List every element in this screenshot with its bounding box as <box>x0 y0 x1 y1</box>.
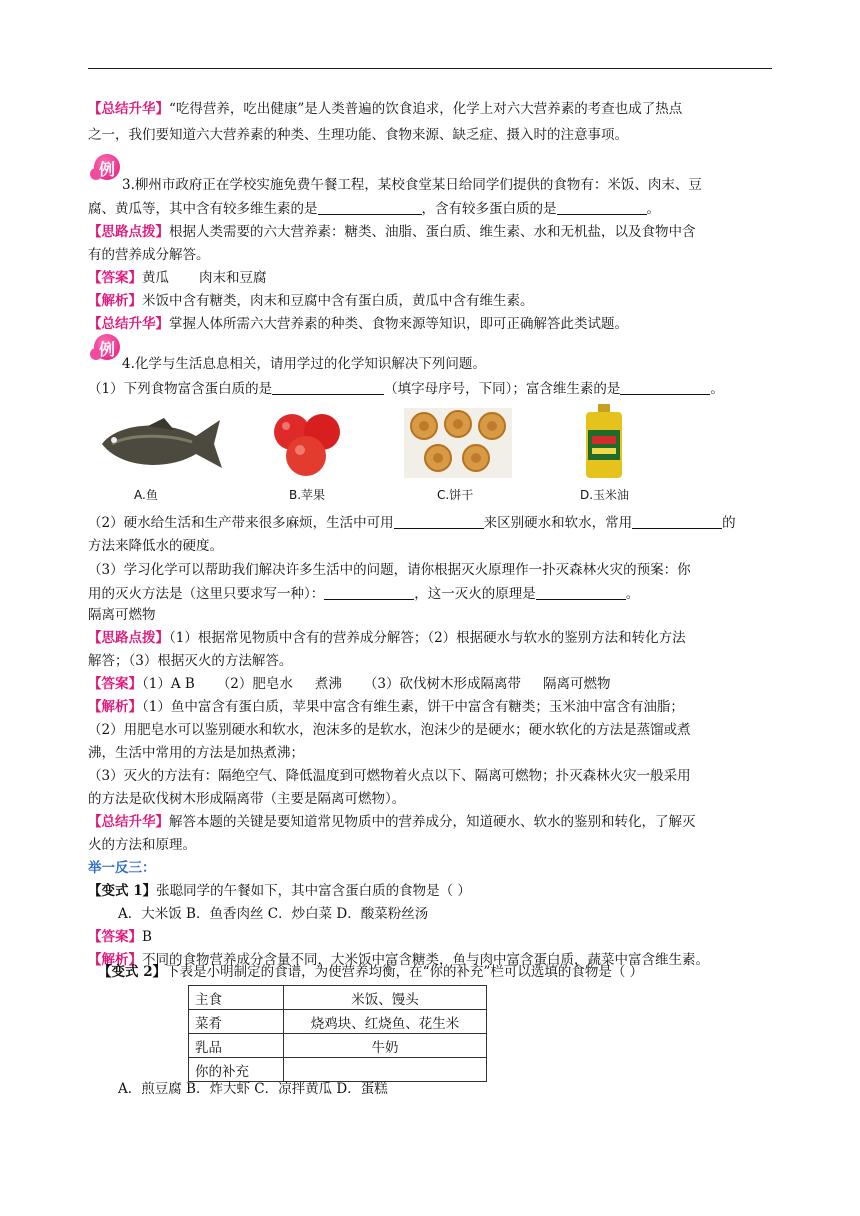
answer-blank[interactable] <box>318 200 422 215</box>
answer-blank[interactable] <box>557 200 647 215</box>
table-row: 你的补充 <box>189 1058 487 1082</box>
menu-table <box>188 985 487 1082</box>
table-row: 菜肴 烧鸡块、红烧鱼、花生米 <box>189 1010 487 1034</box>
answer-v1: 【答案】B <box>88 929 152 945</box>
answer-blank[interactable] <box>324 585 414 600</box>
summary-1-cont: 之一，我们要知道六大营养素的种类、生理功能、食物来源、缺乏症、摄入时的注意事项。 <box>88 127 628 143</box>
food-caption-d: D.玉米油 <box>580 488 630 502</box>
header-rule <box>88 68 772 69</box>
summary-3: 【总结升华】掌握人体所需六大营养素的种类、食物来源等知识，即可正确解答此类试题。 <box>88 316 628 332</box>
explain-4-line5: 的方法是砍伐树木形成隔离带（主要是隔离可燃物）。 <box>88 791 406 807</box>
summary-4: 【总结升华】解答本题的关键是要知道常见物质中的营养成分，知道硬水、软水的鉴别和转化，了解灭 <box>88 814 696 830</box>
answer-blank[interactable] <box>394 514 484 529</box>
question-4-part1: （1）下列食物富含蛋白质的是 （填字母序号，下同）；富含维生素的是 。 <box>88 381 724 397</box>
explain-4-line2: （2）用肥皂水可以鉴别硬水和软水，泡沫多的是软水，泡沫少的是硬水；硬水软化的方法是蒸馏或煮 <box>88 722 691 738</box>
example-badge-icon: 例 <box>94 154 122 182</box>
question-4-extra: 隔离可燃物 <box>88 607 156 623</box>
hint-4-cont: 解答；（3）根据灭火的方法解答。 <box>88 653 293 669</box>
hint-3: 【思路点拨】根据人类需要的六大营养素：糖类、油脂、蛋白质、维生素、水和无机盐，以及食物中含 <box>88 224 696 240</box>
answer-blank[interactable] <box>620 380 710 395</box>
explain-v1: 【解析】不同的食物营养成分含量不同，大米饭中富含糖类，鱼与肉中富含蛋白质，蔬菜中富含维生素。 <box>88 952 709 968</box>
hint-4: 【思路点拨】（1）根据常见物质中含有的营养成分解答；（2）根据硬水与软水的鉴别方法和转化方法 <box>88 630 686 646</box>
summary-4-cont: 火的方法和原理。 <box>88 837 196 853</box>
food-caption-c: C.饼干 <box>437 488 474 502</box>
practice-heading: 举一反三： <box>88 860 156 876</box>
table-row: 乳品 牛奶 <box>189 1034 487 1058</box>
explain-4: 【解析】（1）鱼中富含有蛋白质，苹果中富含有维生素，饼干中富含有糖类；玉米油中富含有油脂； <box>88 699 684 715</box>
question-4-part3-cont: 用的灭火方法是（这里只要求写一种）： ，这一灭火的原理是 。 <box>88 586 640 602</box>
food-caption-b: B.苹果 <box>289 488 326 502</box>
question-4-part2: （2）硬水给生活和生产带来很多麻烦，生活中可用 来区别硬水和软水，常用 的 <box>88 515 736 531</box>
example-badge-icon: 例 <box>94 334 122 362</box>
answer-blank[interactable] <box>632 514 722 529</box>
question-4-part2-cont: 方法来降低水的硬度。 <box>88 538 223 554</box>
food-caption-a: A.鱼 <box>134 488 158 502</box>
table-row: 主食 米饭、馒头 <box>189 986 487 1010</box>
hint-3-cont: 有的营养成分解答。 <box>88 247 210 263</box>
variant-1: 【变式 1】张聪同学的午餐如下，其中富含蛋白质的食物是（ ） <box>88 883 471 899</box>
explain-4-line3: 沸，生活中常用的方法是加热煮沸； <box>88 745 304 761</box>
oil-bottle-icon <box>584 404 624 480</box>
answer-4: 【答案】（1）A B （2）肥皂水 煮沸 （3）砍伐树木形成隔离带 隔离可燃物 <box>88 676 611 692</box>
biscuit-icon <box>404 408 512 478</box>
question-4: 4.化学与生活息息相关，请用学过的化学知识解决下列问题。 <box>122 356 486 372</box>
fish-icon <box>88 412 224 478</box>
variant-1-options: A．大米饭 B．鱼香肉丝 C．炒白菜 D．酸菜粉丝汤 <box>118 906 429 922</box>
answer-blank[interactable] <box>536 585 626 600</box>
variant-2: 【变式 2】下表是小明制定的食谱，为使营养均衡，在“你的补充”栏可以选填的食物是（ ） <box>98 964 644 980</box>
question-4-part3: （3）学习化学可以帮助我们解决许多生活中的问题，请你根据灭火原理作一扑灭森林火灾的预案：你 <box>88 562 691 578</box>
question-3: 3.柳州市政府正在学校实施免费午餐工程，某校食堂某日给同学们提供的食物有：米饭、肉末、豆 <box>122 177 702 193</box>
summary-1: 【总结升华】“吃得营养，吃出健康”是人类普遍的饮食追求，化学上对六大营养素的考查也成了热点 <box>88 101 683 117</box>
answer-3: 【答案】黄瓜 肉末和豆腐 <box>88 270 267 286</box>
answer-blank[interactable] <box>272 380 384 395</box>
explain-3: 【解析】米饭中含有糖类，肉末和豆腐中含有蛋白质，黄瓜中含有维生素。 <box>88 293 534 309</box>
apple-icon <box>270 404 346 480</box>
variant-2-options: A．煎豆腐 B．炸大虾 C．凉拌黄瓜 D．蛋糕 <box>118 1081 388 1097</box>
question-3-cont: 腐、黄瓜等，其中含有较多维生素的是 ，含有较多蛋白质的是 。 <box>88 201 660 217</box>
explain-4-line4: （3）灭火的方法有：隔绝空气、降低温度到可燃物着火点以下、隔离可燃物；扑灭森林火灾一般采用 <box>88 768 691 784</box>
